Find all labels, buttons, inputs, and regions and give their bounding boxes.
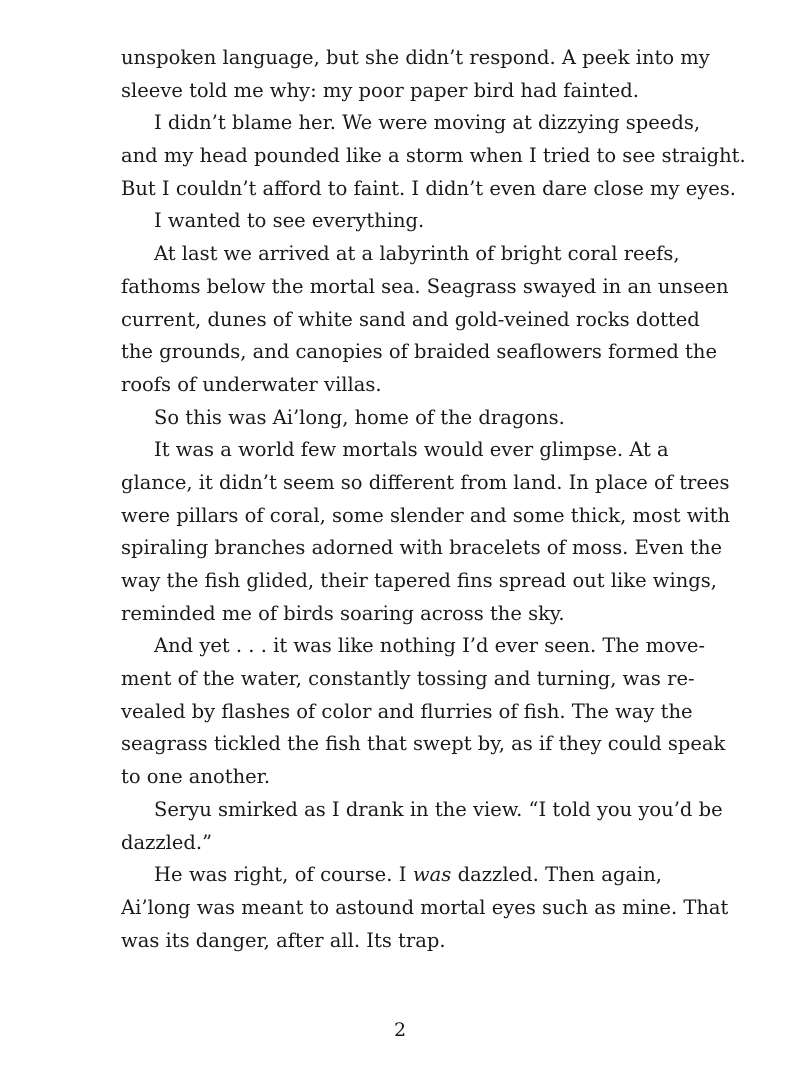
text-line: So this was Ai’long, home of the dragons. (154, 405, 565, 429)
text-line: way the fish glided, their tapered fins spread out like wings, (121, 569, 717, 592)
text-line: dazzled.” (121, 830, 213, 854)
body-text (121, 42, 746, 957)
text-run: He was right, of course. I (154, 863, 413, 887)
text-line: roofs of underwater villas. (121, 372, 382, 396)
text-line: to one another. (121, 765, 271, 789)
text-line: I wanted to see everything. (154, 209, 425, 233)
emphasized-word: was (412, 863, 452, 887)
text-line: ment of the water, constantly tossing and turning, was re- (121, 667, 695, 691)
text-line: was its danger, after all. Its trap. (121, 928, 446, 952)
text-line: At last we arrived at a labyrinth of bright coral reefs, (154, 242, 680, 266)
text-line: reminded me of birds soaring across the sky. (121, 601, 565, 625)
text-line: seagrass tickled the fish that swept by, as if they could speak (121, 732, 726, 756)
text-line-with-emphasis (121, 859, 662, 892)
text-line: Seryu smirked as I drank in the view. “I told you you’d be (154, 797, 723, 821)
text-line: sleeve told me why: my poor paper bird had fainted. (121, 78, 639, 102)
text-line: Ai’long was meant to astound mortal eyes such as mine. That (121, 895, 729, 919)
text-line: were pillars of coral, some slender and some thick, most with (121, 503, 731, 527)
text-line: But I couldn’t afford to faint. I didn’t even dare close my eyes. (121, 176, 736, 200)
text-line: And yet . . . it was like nothing I’d ever seen. The move- (154, 634, 706, 658)
text-line: I didn’t blame her. We were moving at dizzying speeds, (154, 111, 701, 135)
text-line: the grounds, and canopies of braided seaflowers formed the (121, 340, 717, 364)
text-line: current, dunes of white sand and gold-veined rocks dotted (121, 307, 700, 331)
text-line: vealed by flashes of color and flurries of fish. The way the (121, 699, 693, 723)
text-line: spiraling branches adorned with bracelets of moss. Even the (121, 536, 723, 560)
text-line: and my head pounded like a storm when I tried to see straight. (121, 144, 746, 168)
page-number: 2 (393, 1019, 407, 1041)
text-run: dazzled. Then again, (451, 863, 662, 887)
text-line: unspoken language, but she didn’t respond. A peek into my (121, 46, 710, 69)
text-line: fathoms below the mortal sea. Seagrass swayed in an unseen (121, 274, 729, 298)
text-line: glance, it didn’t seem so different from land. In place of trees (121, 470, 730, 494)
text-line: It was a world few mortals would ever glimpse. At a (154, 438, 669, 462)
